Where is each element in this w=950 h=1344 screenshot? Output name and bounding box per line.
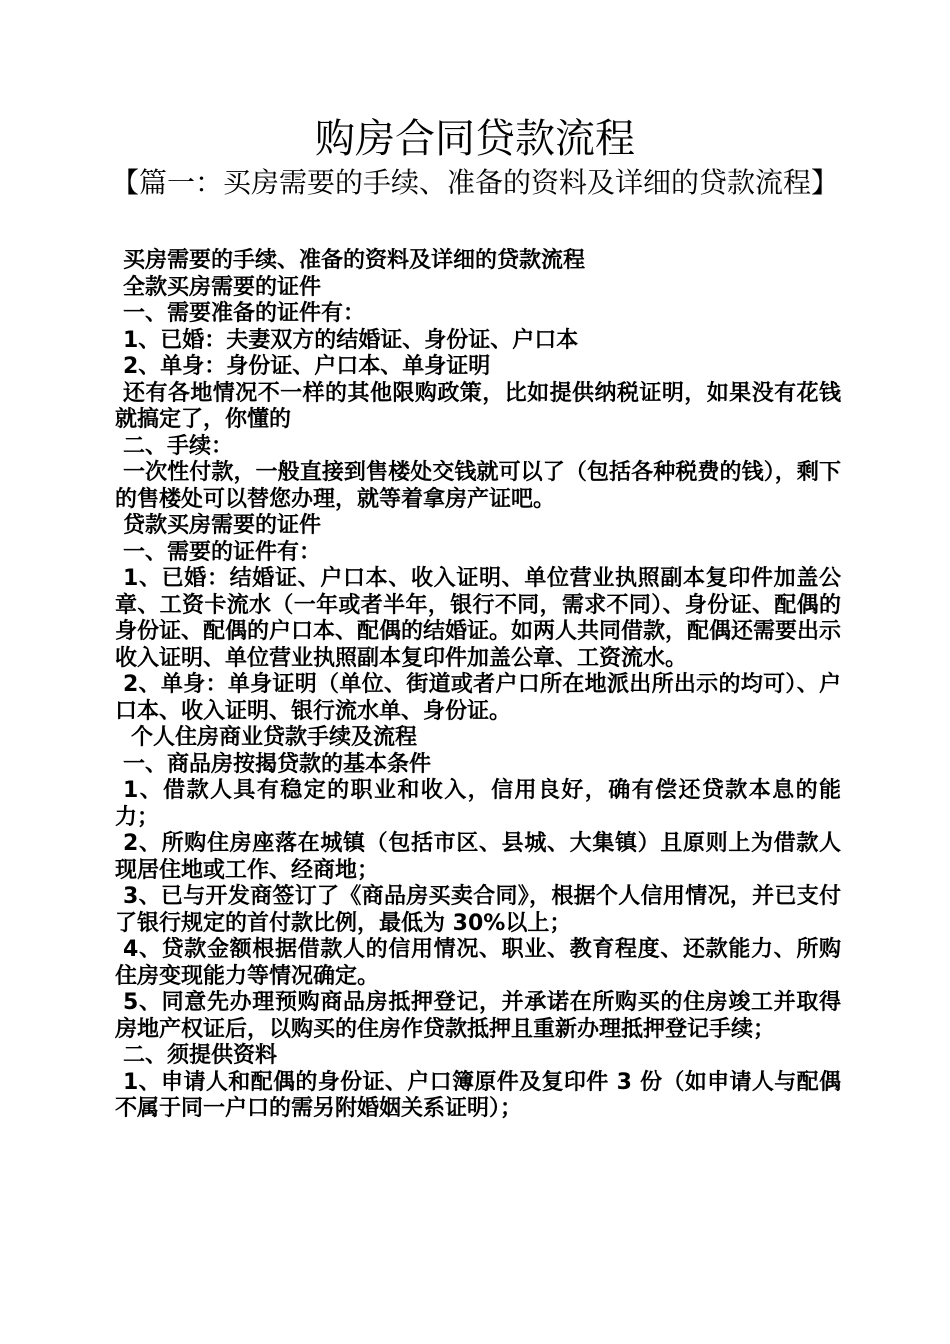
- document-subtitle: 【篇一：买房需要的手续、准备的资料及详细的贷款流程】: [110, 166, 839, 199]
- list-item: 2、单身：单身证明（单位、街道或者户口所在地派出所出示的均可）、户口本、收入证明、银行流水单、身份证。: [115, 672, 841, 724]
- document-body: [115, 248, 841, 1123]
- heading-documents: 一、需要的证件有：: [123, 539, 322, 565]
- heading-main: 买房需要的手续、准备的资料及详细的贷款流程: [123, 248, 586, 273]
- document-title: 购房合同贷款流程: [315, 116, 635, 162]
- list-item: 3、已与开发商签订了《商品房买卖合同》，根据个人信用情况，并已支付了银行规定的首付款比例，最低为 30%以上；: [115, 884, 841, 936]
- list-item: 5、同意先办理预购商品房抵押登记，并承诺在所购买的住房竣工并取得房地产权证后，以购买的住房作贷款抵押且重新办理抵押登记手续；: [115, 990, 841, 1042]
- list-item: 1、申请人和配偶的身份证、户口簿原件及复印件 3 份（如申请人与配偶不属于同一户口的需另附婚姻关系证明）；: [115, 1069, 841, 1121]
- heading-conditions: 一、商品房按揭贷款的基本条件: [123, 751, 432, 777]
- heading-full-payment: 全款买房需要的证件: [123, 274, 322, 300]
- paragraph: 还有各地情况不一样的其他限购政策，比如提供纳税证明，如果没有花钱就搞定了，你懂的: [115, 380, 841, 432]
- heading-commercial-loan: 个人住房商业贷款手续及流程: [131, 725, 418, 750]
- heading-loan-documents: 贷款买房需要的证件: [123, 513, 322, 538]
- list-item: 1、已婚：夫妻双方的结婚证、身份证、户口本: [123, 327, 579, 353]
- list-item: 2、单身：身份证、户口本、单身证明: [123, 354, 491, 379]
- list-item: 2、所购住房座落在城镇（包括市区、县城、大集镇）且原则上为借款人现居住地或工作、经商地；: [115, 831, 841, 883]
- list-item: 1、已婚：结婚证、户口本、收入证明、单位营业执照副本复印件加盖公章、工资卡流水（一年或者半年，银行不同，需求不同）、身份证、配偶的身份证、配偶的户口本、配偶的结婚证。如两人共同借款，配偶还需要出示收入证明、单位营业执照副本复印件加盖公章、工资流水。: [115, 566, 842, 671]
- list-item: 4、贷款金额根据借款人的信用情况、职业、教育程度、还款能力、所购住房变现能力等情况确定。: [115, 937, 841, 989]
- list-item: 1、借款人具有稳定的职业和收入，信用良好，确有偿还贷款本息的能力；: [115, 778, 841, 830]
- heading-procedures: 二、手续：: [123, 433, 234, 459]
- heading-required-materials: 二、须提供资料: [123, 1043, 278, 1068]
- paragraph: 一次性付款，一般直接到售楼处交钱就可以了（包括各种税费的钱），剩下的售楼处可以替您办理，就等着拿房产证吧。: [115, 460, 841, 512]
- heading-documents: 一、需要准备的证件有：: [123, 301, 366, 326]
